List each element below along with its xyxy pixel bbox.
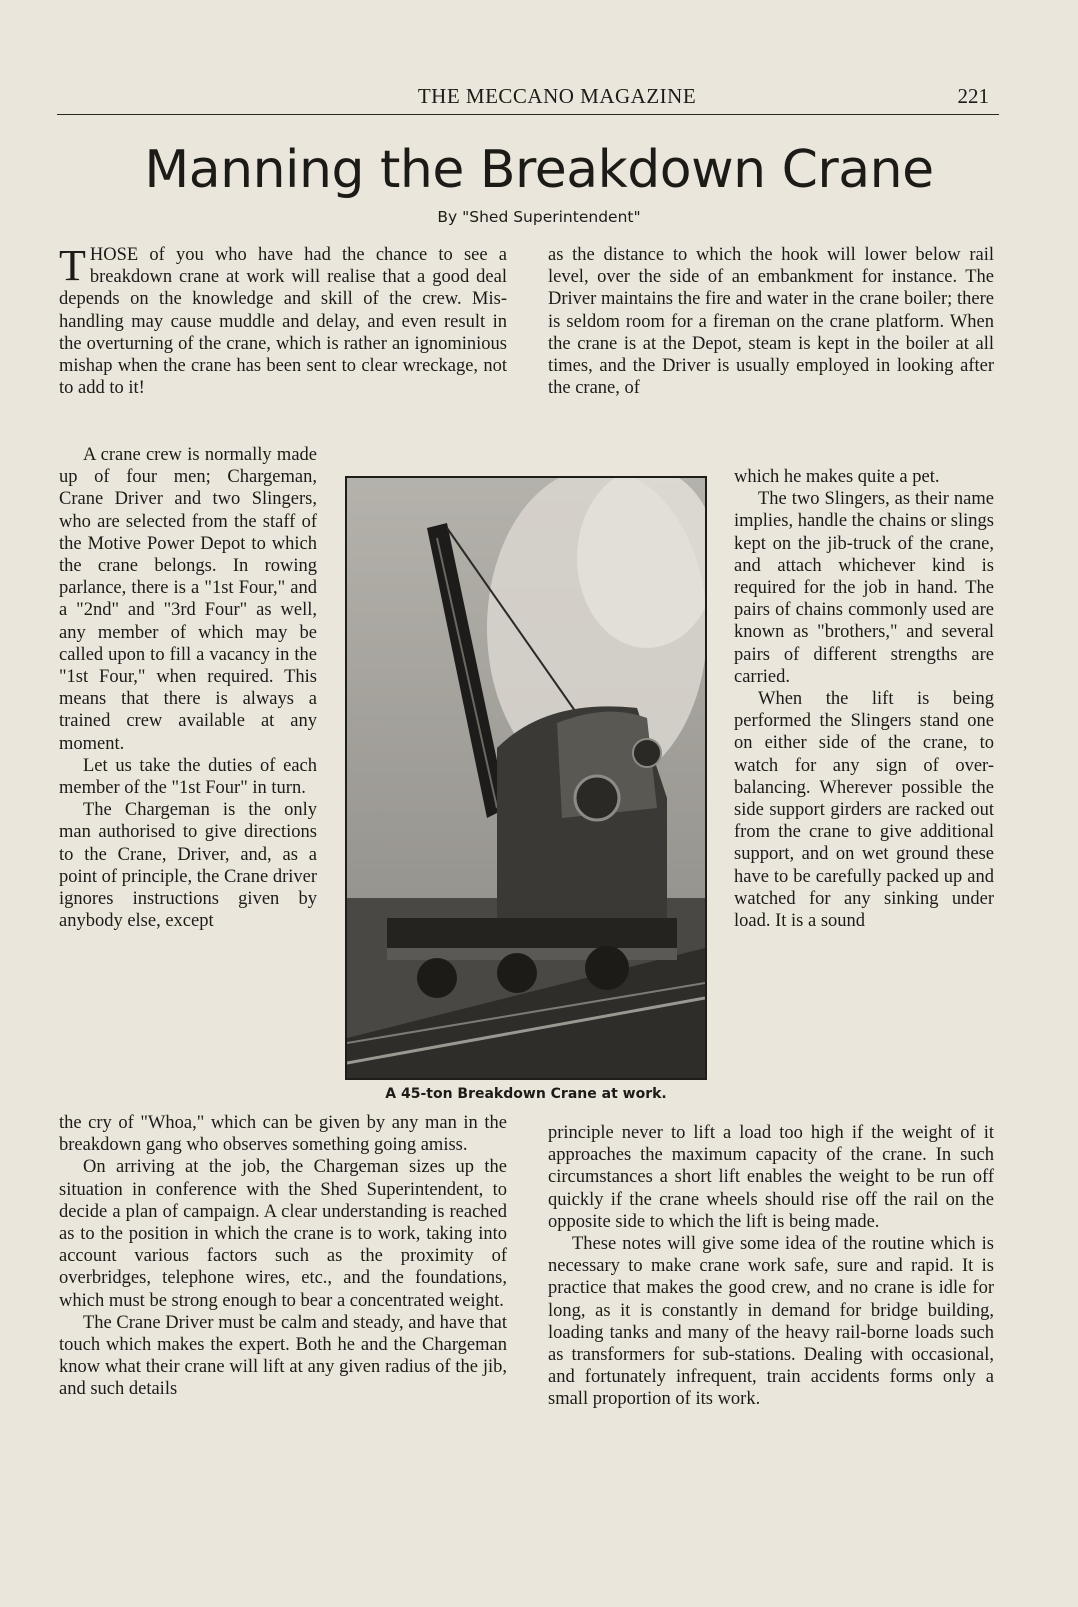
- paragraph: The two Slingers, as their name implies, handle the chains or slings kept on the jib-truck of the crane, and attach whichever kind is required for the job in hand. The pairs of chains commonly used are known as "brothers," and several pairs of different strengths are carried.: [734, 489, 994, 687]
- right-column-top: [548, 244, 994, 399]
- paragraph: the cry of "Whoa," which can be given by any man in the breakdown gang who observes something going amiss.: [59, 1113, 507, 1156]
- right-column-narrow: [734, 466, 994, 932]
- crane-illustration: [347, 478, 705, 1078]
- paragraph: When the lift is being performed the Slingers stand one on either side of the crane, to watch for any sign of over-balancing. Wherever possible the side support girders are racked out from the crane to give additional support, and on wet ground these have to be carefully packed up and watched for any sinking under load. It is a sound: [734, 689, 994, 932]
- paragraph: On arriving at the job, the Chargeman sizes up the situation in conference with the Shed Superintendent, to decide a plan of campaign. A clear understanding is reached as to the position in which the crane is to work, taking into account various factors such as the proximity of overbridges, telephone wires, etc., and the foundations, which must be strong enough to bear a concentrated weight.: [59, 1157, 507, 1311]
- paragraph: as the distance to which the hook will lower below rail level, over the side of an embankment for instance. The Driver maintains the fire and water in the crane boiler; there is seldom room for a fireman on the crane platform. When the crane is at the Depot, steam is kept in the boiler at all times, and the Driver is usually employed in looking after the crane, of: [548, 245, 994, 399]
- paragraph: These notes will give some idea of the routine which is necessary to make crane work safe, sure and rapid. It is practice that makes the good crew, and no crane is idle for long, as it is constantly in demand for bridge building, loading tanks and many of the heavy rail-borne loads such as transformers for sub-stations. Dealing with occasional, and fortunately infrequent, train accidents forms only a small proportion of its work.: [548, 1234, 994, 1410]
- figure-caption: A 45-ton Breakdown Crane at work.: [385, 1086, 667, 1102]
- paragraph: The Crane Driver must be calm and steady, and have that touch which makes the expert. Both he and the Chargeman know what their crane will lift at any given radius of the jib, and such details: [59, 1312, 507, 1400]
- paragraph: Let us take the duties of each member of the "1st Four" in turn.: [59, 755, 317, 799]
- paragraph: principle never to lift a load too high if the weight of it approaches the maximum capacity of the crane. In such circumstances a short lift enables the weight to be run off quickly if the crane wheels should rise off the rail on the opposite side to which the lift is being made.: [548, 1123, 994, 1232]
- paragraph-text: HOSE of you who have had the chance to see a breakdown crane at work will realise that a good deal depends on the knowledge and skill of the crew. Mis-handling may cause muddle and delay, and even result in the overturning of the crane, which is rather an ignominious mishap when the crane has been sent to clear wreckage, not to add to it!: [59, 245, 507, 399]
- paragraph: A crane crew is normally made up of four men; Chargeman, Crane Driver and two Slingers, who are selected from the staff of the Motive Power Depot to which the crane belongs. In rowing parlance, there is a "1st Four," and a "2nd" and "3rd Four" as well, any member of which may be called upon to fill a vacancy in the "1st Four," when required. This means that there is always a trained crew available at any moment.: [59, 445, 317, 754]
- crane-photo: [345, 476, 707, 1080]
- magazine-title: THE MECCANO MAGAZINE: [417, 84, 697, 108]
- page-number: 221: [957, 84, 989, 108]
- paragraph: The Chargeman is the only man authorised to give directions to the Crane, Driver, and, as a point of principle, the Crane driver ignores instructions given by anybody else, except: [59, 800, 317, 932]
- left-column-bottom: [59, 1112, 507, 1401]
- byline: By "Shed Superintendent": [437, 208, 641, 226]
- figure: [345, 476, 707, 1102]
- paragraph: [59, 241, 507, 399]
- article-title: Manning the Breakdown Crane: [144, 140, 934, 200]
- running-header: [57, 84, 999, 115]
- drop-cap: T: [59, 241, 86, 290]
- left-column-narrow: [59, 444, 317, 932]
- paragraph: which he makes quite a pet.: [734, 467, 940, 487]
- right-column-bottom: [548, 1122, 994, 1411]
- left-column-top: [59, 241, 507, 399]
